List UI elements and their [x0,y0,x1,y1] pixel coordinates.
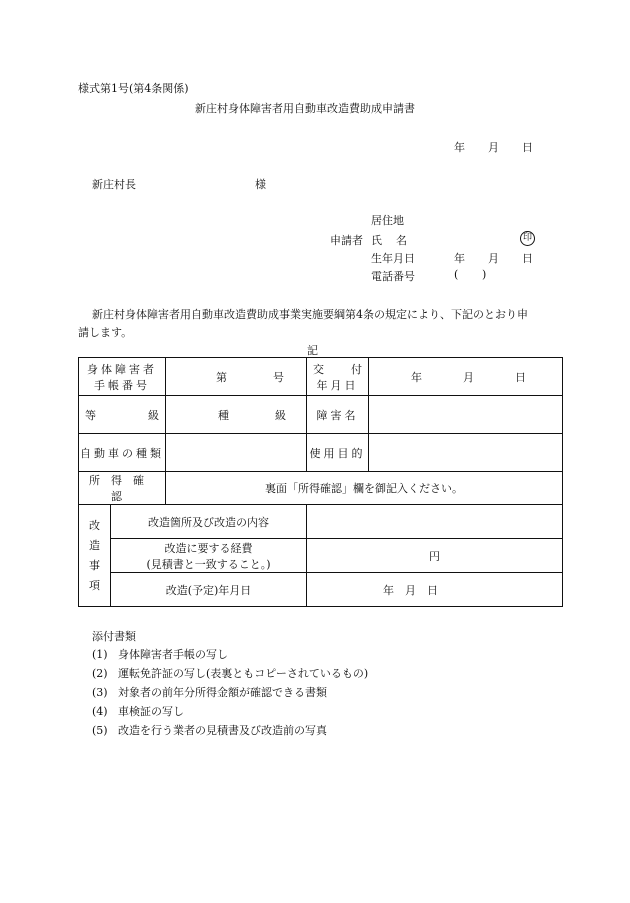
date-month: 月 [488,141,499,154]
attachment-text: 運転免許証の写し(表裏ともコピーされているもの) [118,667,369,680]
purpose-cell[interactable] [369,434,563,472]
attachment-num: (5) [92,724,108,737]
applicant-label: 申請者 [330,234,363,247]
birth-month: 月 [488,252,499,265]
income-label: 所得確認 [79,472,166,505]
issue-date-cell[interactable] [369,358,563,396]
cost-label-line2: (見積書と一致すること。) [146,557,271,571]
form-id: 様式第1号(第4条関係) [78,82,189,95]
date-day: 日 [522,141,533,154]
issue-year: 年 [411,370,422,384]
disability-name-cell[interactable] [369,396,563,434]
dai-label: 第 [216,370,227,384]
name-label-1: 氏 [371,234,382,247]
seal-mark [520,230,535,246]
shu-label: 種 [218,408,229,422]
page-title: 新庄村身体障害者用自動車改造費助成申請書 [195,102,415,115]
car-type-label: 自動車の種類 [79,434,166,472]
kaizou-date-label: 改造(予定)年月日 [111,573,307,607]
addressee-honorific: 様 [255,178,266,191]
kaizou-year: 年 [383,583,394,597]
kaizou-date-cell[interactable] [307,573,563,607]
cost-label-cell [111,539,307,573]
table-row [79,539,563,573]
attachment-text: 車検証の写し [118,705,184,718]
birth-label: 生年月日 [371,252,415,265]
seal-char: 印 [520,231,535,246]
income-note: 裏面「所得確認」欄を御記入ください。 [166,472,563,505]
kaizou-char-2: 造 [89,538,100,552]
list-item [92,684,327,700]
table-row [79,358,563,396]
table-row [79,396,563,434]
kaizou-char-3: 事 [89,558,100,572]
handbook-number-cell[interactable] [166,358,307,396]
kaizou-char-4: 項 [89,578,100,592]
issue-date-label-cell [307,358,369,396]
body-text-line1: 新庄村身体障害者用自動車改造費助成事業実施要綱第4条の規定により、下記のとおり申 [92,308,528,321]
list-item [92,703,184,719]
table-row [79,573,563,607]
type-grade-cell[interactable] [166,396,307,434]
yen-label: 円 [429,549,440,563]
purpose-label: 使用目的 [307,434,369,472]
tou-label: 等 [85,408,96,422]
birth-year: 年 [454,252,465,265]
phone-paren-close: ) [482,268,487,281]
cost-cell[interactable] [307,539,563,573]
attachment-text: 身体障害者手帳の写し [118,648,228,661]
attachment-num: (2) [92,667,108,680]
handbook-label-line1: 身体障害者 [87,362,157,376]
issue-month: 月 [463,370,474,384]
date-year: 年 [454,141,465,154]
location-cell[interactable] [307,505,563,539]
kaizou-month: 月 [405,583,416,597]
kyuu-label: 級 [148,408,159,422]
attachment-text: 対象者の前年分所得金額が確認できる書類 [118,686,327,699]
kaizou-char-1: 改 [89,518,100,532]
attachment-text: 改造を行う業者の見積書及び改造前の写真 [118,724,327,737]
attachment-num: (3) [92,686,108,699]
attachments-heading: 添付書類 [92,630,136,643]
attachment-num: (4) [92,705,108,718]
disability-name-label: 障害名 [307,396,369,434]
handbook-label-cell [79,358,166,396]
kyuu2-label: 級 [275,408,286,422]
table-row [79,434,563,472]
issue-label-b: 付 [351,362,362,376]
cost-label-line1: 改造に要する経費 [164,541,253,555]
table-row [79,472,563,505]
issue-label-a: 交 [313,362,324,376]
attachment-num: (1) [92,648,108,661]
phone-label: 電話番号 [371,270,415,283]
list-item [92,722,327,738]
car-type-cell[interactable] [166,434,307,472]
addressee-name: 新庄村長 [92,178,136,191]
location-label: 改造箇所及び改造の内容 [111,505,307,539]
body-text-line2: 請します。 [78,326,133,339]
issue-day: 日 [515,370,526,384]
kaizou-label-cell [79,505,111,607]
gou-label: 号 [273,370,284,384]
list-item [92,665,368,681]
grade-label-cell [79,396,166,434]
phone-paren-open: ( [454,268,459,281]
list-item [92,646,228,662]
birth-day: 日 [522,252,533,265]
table-row [79,505,563,539]
kaizou-day: 日 [427,583,438,597]
issue-label-line2: 年月日 [316,378,359,392]
handbook-label-line2: 手帳番号 [94,378,150,392]
application-table [78,357,563,607]
ki-heading: 記 [307,344,318,357]
name-label-2: 名 [396,234,407,247]
address-label: 居住地 [371,214,404,227]
